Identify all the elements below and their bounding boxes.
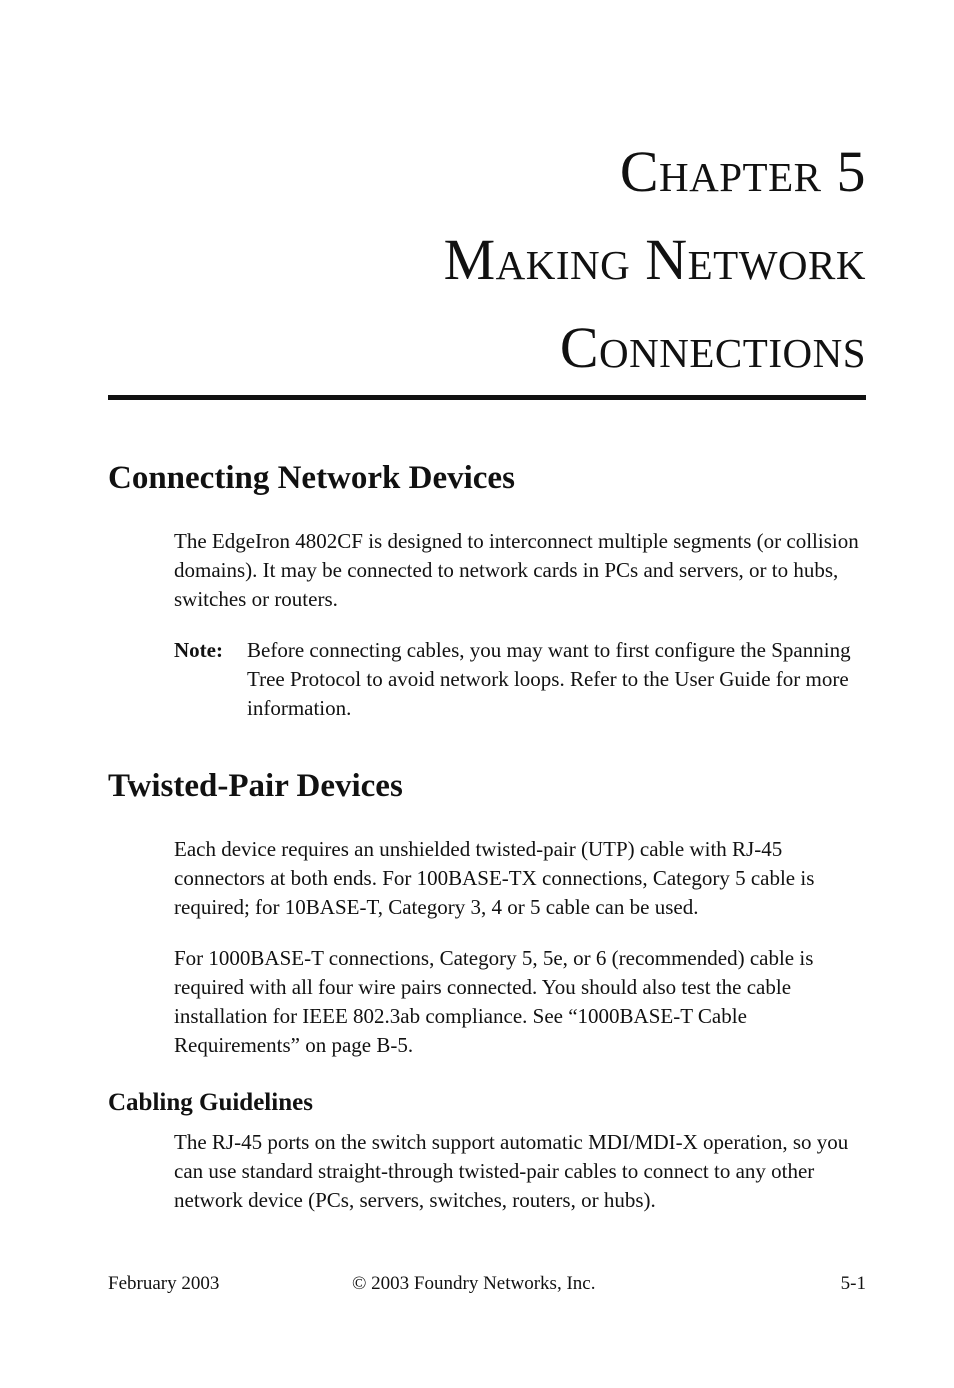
chapter-number: Chapter 5 [619,139,866,204]
cabling-paragraph: The RJ-45 ports on the switch support automatic MDI/MDI-X operation, so you can use standard straight-through twisted-pair cables to connect to any other network device (PCs, servers, switches, routers, or hubs). [174,1130,849,1212]
footer-page-number: 5-1 [840,1273,866,1294]
chapter-title [444,128,866,392]
footer-copyright: © 2003 Foundry Networks, Inc. [352,1273,596,1294]
chapter-title-line-1: Making Network [443,227,866,292]
note-text: Before connecting cables, you may want to first configure the Spanning Tree Protocol to avoid network loops. Refer to the User Guide for more information. [247,638,851,720]
chapter-title-line-2: Connections [559,315,866,380]
footer-date: February 2003 [108,1273,220,1294]
twisted-pair-paragraph-1: Each device requires an unshielded twisted-pair (UTP) cable with RJ-45 connectors at both ends. For 100BASE-TX connections, Category 5 cable is required; for 10BASE-T, Category 3, 4 or 5 cable can be used. [174,837,815,919]
subsection-heading-cabling: Cabling Guidelines [108,1089,313,1116]
twisted-pair-paragraph-2: For 1000BASE-T connections, Category 5, 5e, or 6 (recommended) cable is required with all four wire pairs connected. You should also test the cable installation for IEEE 802.3ab compliance. See “1000BASE-T Cable Requirements” on page B-5. [174,946,814,1057]
chapter-divider [108,395,866,400]
note-label: Note: [174,638,223,662]
section-heading-twisted-pair: Twisted-Pair Devices [108,768,403,804]
note-block [174,636,874,723]
section-heading-connecting: Connecting Network Devices [108,460,515,496]
connecting-paragraph: The EdgeIron 4802CF is designed to interconnect multiple segments (or collision domains). It may be connected to network cards in PCs and servers, or to hubs, switches or routers. [174,529,859,611]
